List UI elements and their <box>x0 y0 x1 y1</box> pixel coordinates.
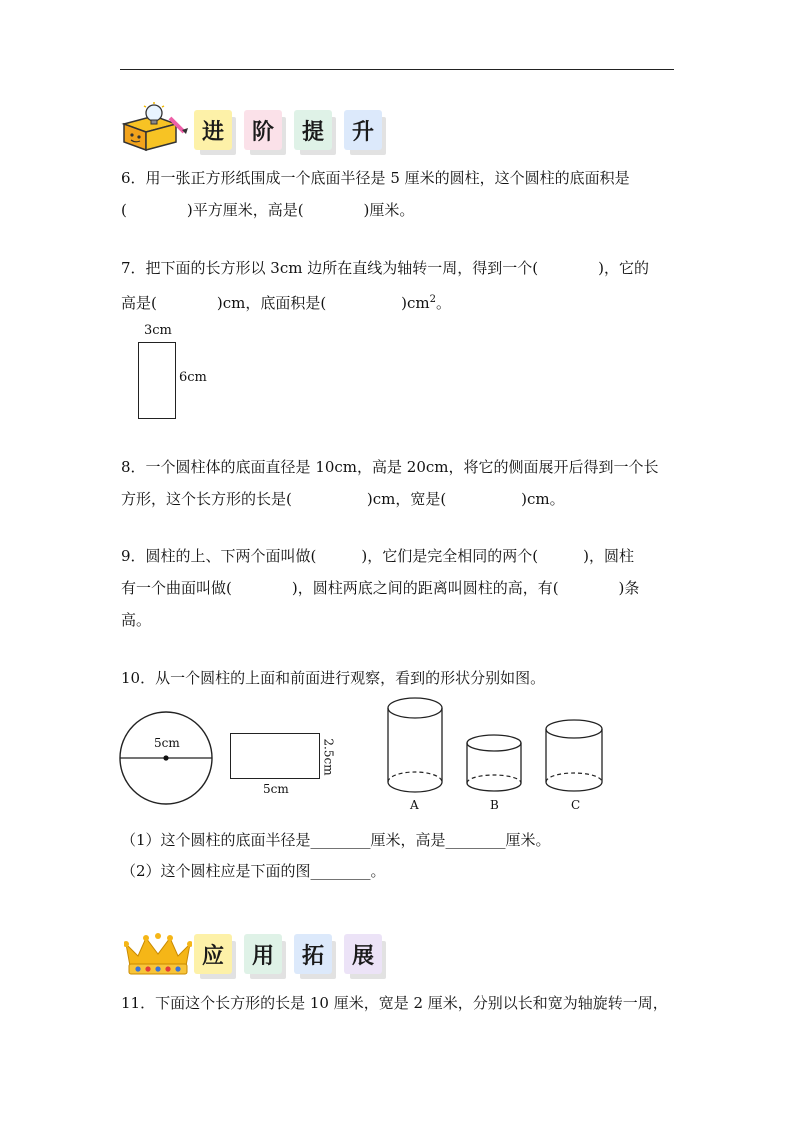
section-title-char: 升 <box>344 110 382 150</box>
section-title-char: 展 <box>344 934 382 974</box>
q7-line2-text: 高是( )cm，底面积是( )cm <box>121 294 430 312</box>
q10-circle-label: 5cm <box>154 736 180 750</box>
q11-line1: 11．下面这个长方形的长是 10 厘米，宽是 2 厘米，分别以长和宽为轴旋转一周， <box>121 994 668 1012</box>
cylinder-b-label: B <box>490 798 499 812</box>
q10-rect-height-label: 2.5cm <box>321 738 336 776</box>
cylinder-b <box>465 733 525 794</box>
section-title-char: 应 <box>194 934 232 974</box>
section-banner-application <box>120 926 420 982</box>
q10-sub2: （2）这个圆柱应是下面的图________。 <box>121 862 386 880</box>
section-title-char: 提 <box>294 110 332 150</box>
q9-line3: 高。 <box>121 611 152 629</box>
q6-line2: ( )平方厘米，高是( )厘米。 <box>121 201 415 219</box>
section-banner-advanced <box>120 102 410 158</box>
q7-height-label: 6cm <box>179 370 207 385</box>
q8-line2: 方形，这个长方形的长是( )cm，宽是( )cm。 <box>121 490 565 508</box>
section-title-char: 进 <box>194 110 232 150</box>
section-title-char: 拓 <box>294 934 332 974</box>
q7-rectangle <box>138 342 176 419</box>
q6-line1: 6．用一张正方形纸围成一个底面半径是 5 厘米的圆柱，这个圆柱的底面积是 <box>121 169 630 187</box>
section-title-char: 阶 <box>244 110 282 150</box>
crown-icon <box>124 932 192 976</box>
q7-unit-superscript: 2 <box>429 294 437 305</box>
q8-line1: 8．一个圆柱体的底面直径是 10cm，高是 20cm，将它的侧面展开后得到一个长 <box>121 458 659 476</box>
q10-sub1: （1）这个圆柱的底面半径是________厘米，高是________厘米。 <box>121 831 551 849</box>
q7-line1: 7．把下面的长方形以 3cm 边所在直线为轴转一周，得到一个( )，它的 <box>121 259 649 277</box>
cylinder-a-label: A <box>410 798 419 812</box>
lightbulb-box-icon <box>120 102 190 152</box>
q10-rect-width-label: 5cm <box>263 782 289 796</box>
q10-line1: 10．从一个圆柱的上面和前面进行观察，看到的形状分别如图。 <box>121 669 546 687</box>
q7-line2 <box>121 290 451 313</box>
q7-width-label: 3cm <box>144 323 172 338</box>
cylinder-c-label: C <box>571 798 581 812</box>
q9-line1: 9．圆柱的上、下两个面叫做( )，它们是完全相同的两个( )，圆柱 <box>121 547 634 565</box>
q9-line2: 有一个曲面叫做( )，圆柱两底之间的距离叫圆柱的高，有( )条 <box>121 579 640 597</box>
q7-line2-end: 。 <box>436 294 452 312</box>
q10-front-view-rect <box>230 733 320 779</box>
cylinder-c <box>544 718 606 794</box>
cylinder-a <box>385 696 445 794</box>
q10-top-view-circle <box>118 710 214 806</box>
section-title-char: 用 <box>244 934 282 974</box>
header-rule <box>120 69 674 70</box>
